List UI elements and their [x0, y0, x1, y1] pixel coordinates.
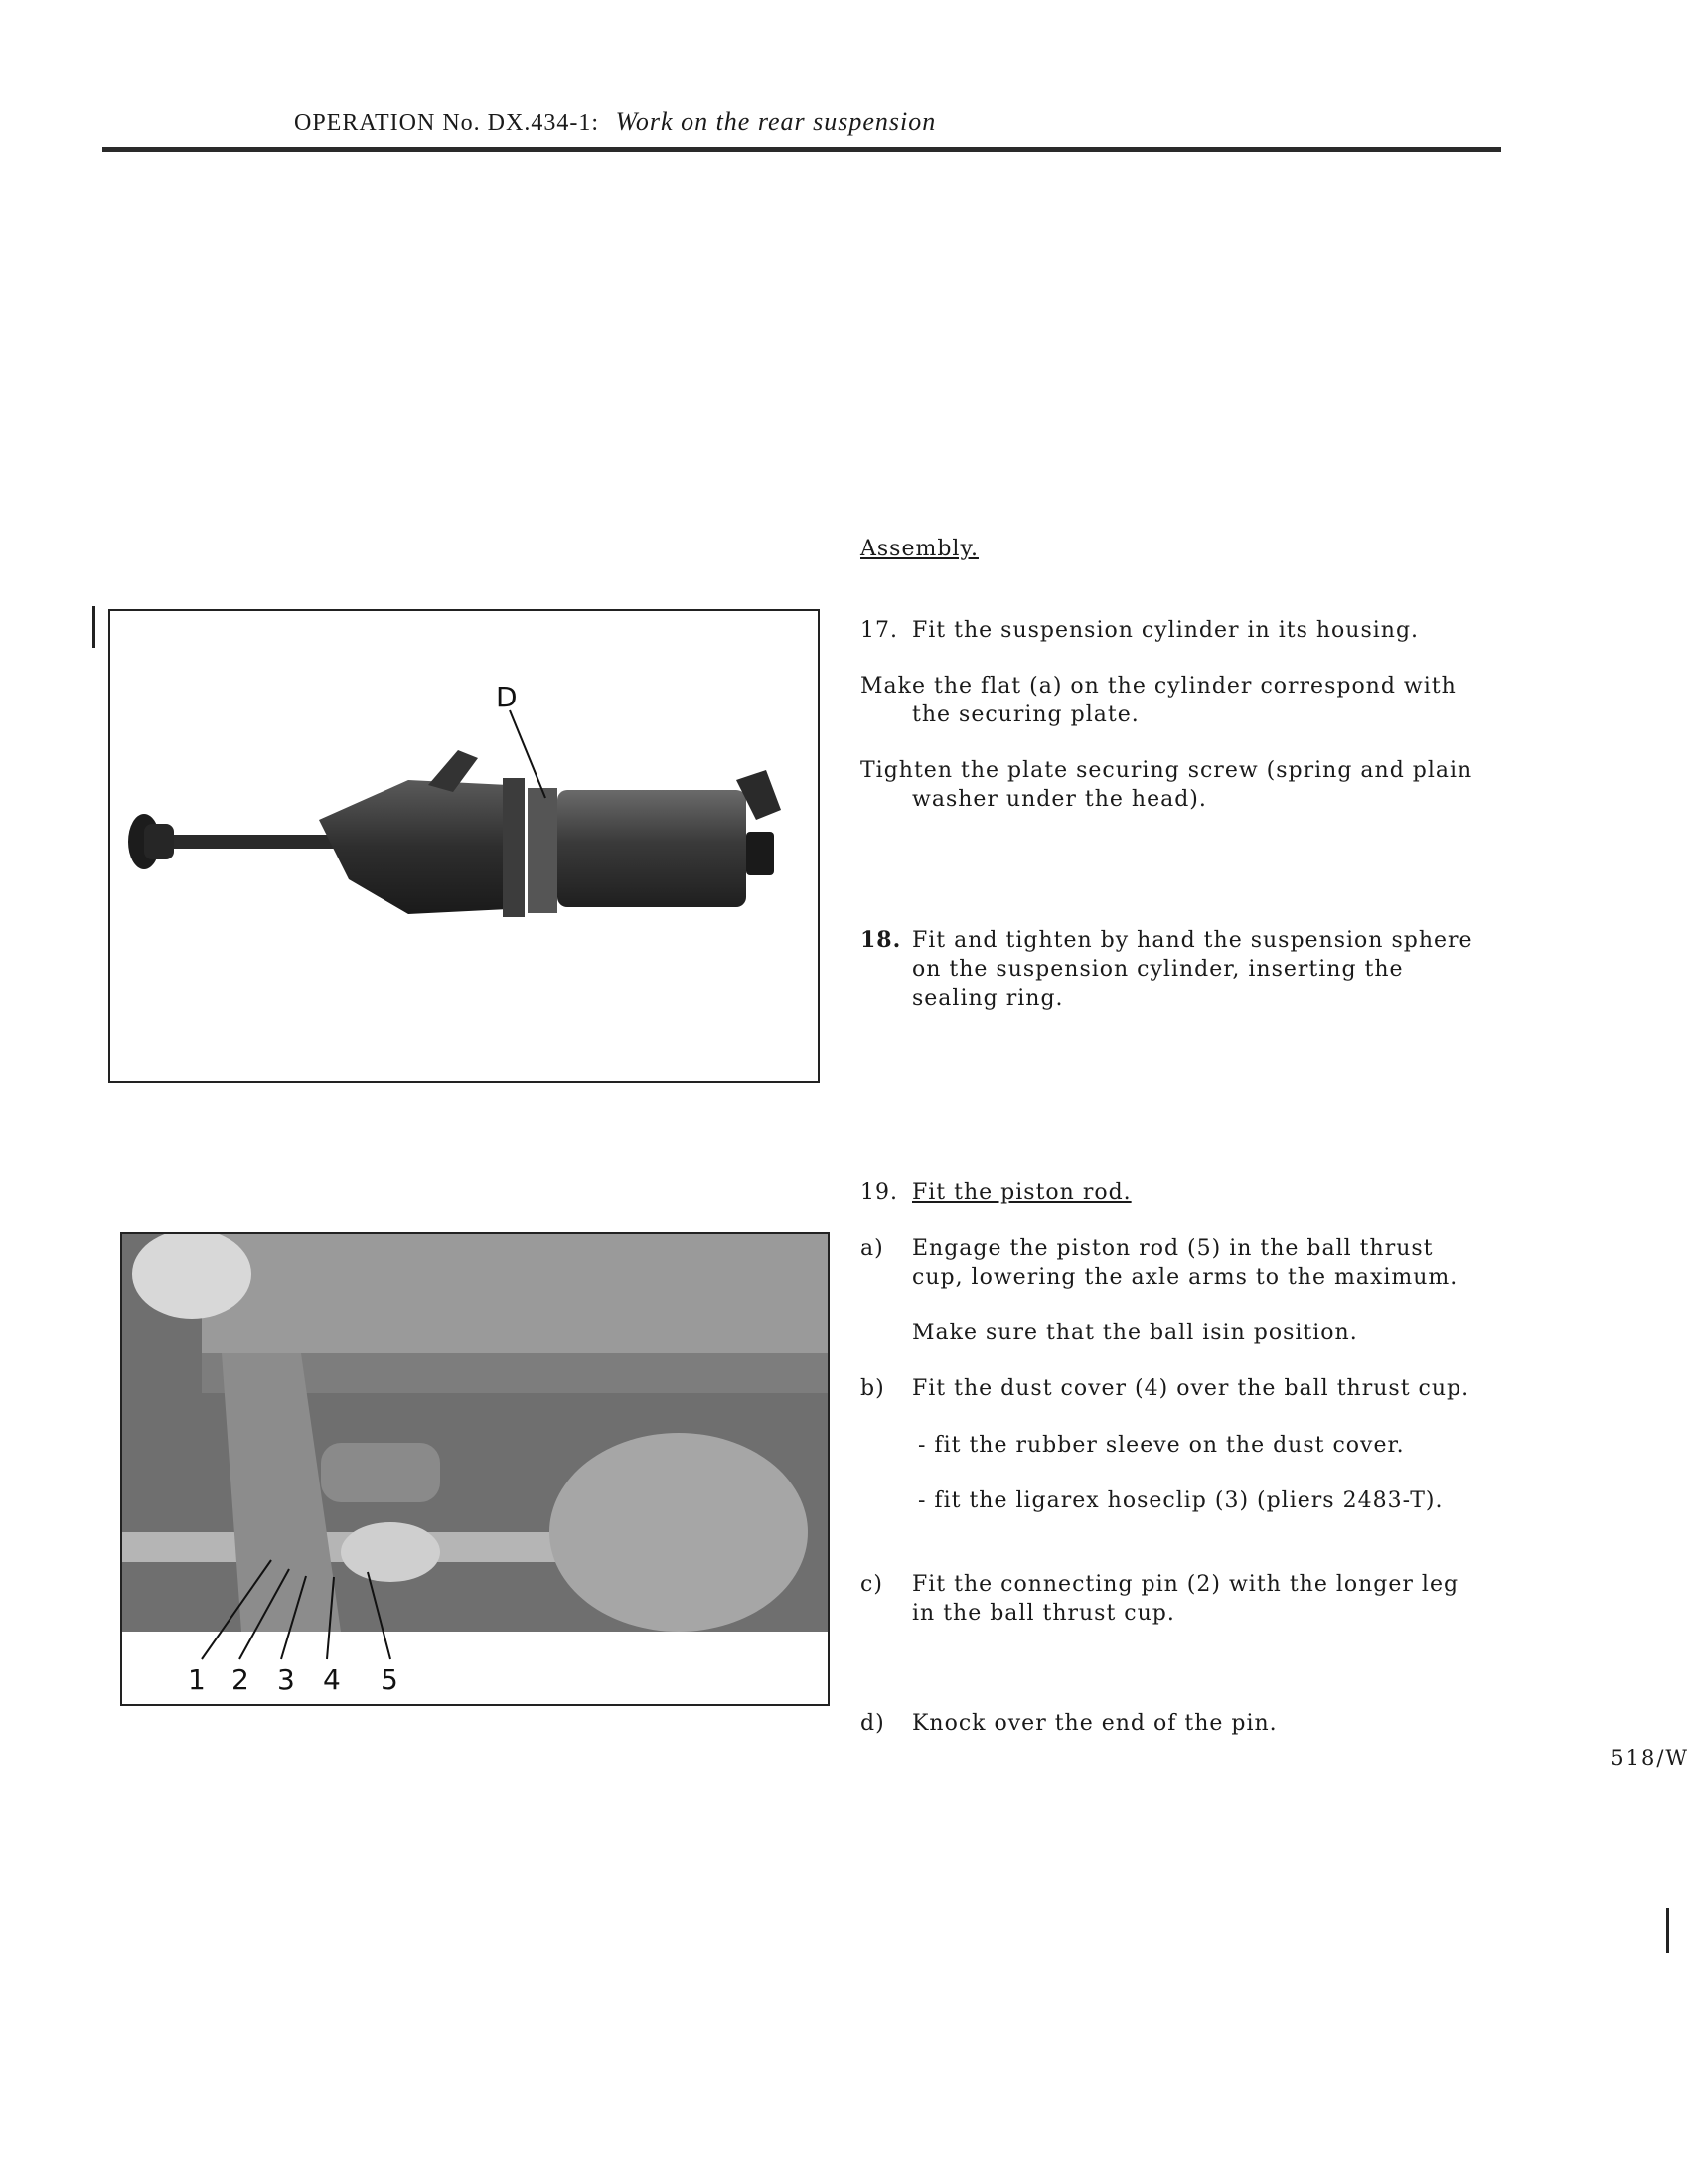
step-19b — [860, 1374, 1496, 1414]
figure-suspension-cylinder — [108, 609, 820, 1083]
step-19b-line1: Fit the dust cover (4) over the ball thrust cup. — [912, 1376, 1470, 1401]
page-title: Work on the rear suspension — [615, 107, 937, 136]
step-19d — [860, 1709, 1496, 1749]
step-number: 19. — [860, 1180, 898, 1205]
item-marker: a) — [860, 1236, 884, 1261]
step-17-para3-cont: washer under the head). — [912, 787, 1207, 812]
margin-mark — [92, 606, 95, 648]
item-marker: b) — [860, 1376, 885, 1401]
step-17-para2: Make the flat (a) on the cylinder correspond with — [860, 674, 1457, 699]
step-19b-sub1: - fit the rubber sleeve on the dust cover. — [918, 1433, 1405, 1458]
section-heading-assembly: Assembly. — [860, 537, 979, 561]
item-marker: c) — [860, 1572, 883, 1597]
callout-4: 4 — [323, 1663, 341, 1696]
page-header — [294, 107, 936, 137]
figure-piston-rod — [120, 1232, 830, 1706]
callout-d: D — [496, 681, 518, 713]
step-19 — [860, 1178, 1132, 1207]
step-18-text: Fit and tighten by hand the suspension sphere — [912, 928, 1473, 953]
operation-number: OPERATION No. DX.434-1: — [294, 110, 599, 136]
step-18-line2: on the suspension cylinder, inserting the — [912, 957, 1404, 982]
margin-mark — [1666, 1908, 1669, 1953]
piston-rod-illustration — [122, 1234, 828, 1704]
step-19-heading: Fit the piston rod. — [912, 1180, 1132, 1205]
step-19a-line1: Engage the piston rod (5) in the ball thrust — [912, 1236, 1434, 1261]
callout-5: 5 — [381, 1663, 398, 1696]
step-17-text: Fit the suspension cylinder in its housing. — [912, 618, 1420, 643]
callout-1: 1 — [188, 1663, 206, 1696]
step-17 — [860, 616, 1496, 814]
step-19c-line1: Fit the connecting pin (2) with the longer leg — [912, 1572, 1459, 1597]
suspension-cylinder-illustration — [110, 611, 818, 1081]
step-19a-note: Make sure that the ball isin position. — [912, 1321, 1358, 1345]
step-19c-line2: in the ball thrust cup. — [912, 1601, 1175, 1626]
step-19d-line1: Knock over the end of the pin. — [912, 1711, 1278, 1736]
step-17-para3: Tighten the plate securing screw (spring and plain — [860, 758, 1473, 783]
step-19c — [860, 1570, 1496, 1639]
item-marker: d) — [860, 1711, 885, 1736]
step-19a-line2: cup, lowering the axle arms to the maximum. — [912, 1265, 1459, 1290]
page-code: 518/W — [1611, 1746, 1689, 1770]
step-17-para2-cont: the securing plate. — [912, 702, 1140, 727]
step-number: 18. — [860, 927, 902, 953]
step-19b-sub2: - fit the ligarex hoseclip (3) (pliers 2483-T). — [918, 1488, 1444, 1513]
callout-3: 3 — [277, 1663, 295, 1696]
callout-2: 2 — [231, 1663, 249, 1696]
step-18 — [860, 926, 1496, 1013]
step-number: 17. — [860, 618, 898, 643]
header-rule — [102, 147, 1501, 152]
step-18-line3: sealing ring. — [912, 986, 1064, 1011]
